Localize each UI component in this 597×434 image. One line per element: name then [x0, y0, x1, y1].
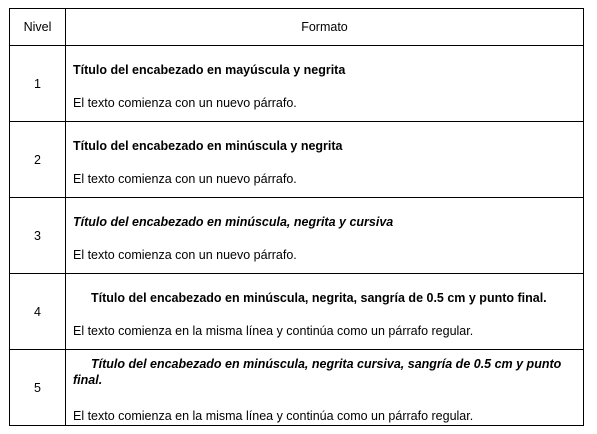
format-cell	[66, 46, 584, 122]
level-number: 4	[10, 274, 66, 350]
table-row	[10, 198, 584, 274]
format-cell	[66, 350, 584, 426]
level-number: 1	[10, 46, 66, 122]
table-row	[10, 122, 584, 198]
format-cell	[66, 198, 584, 274]
header-row	[10, 9, 584, 46]
body-text-example: El texto comienza con un nuevo párrafo.	[73, 96, 297, 110]
level-number: 5	[10, 350, 66, 426]
body-text-example: El texto comienza con un nuevo párrafo.	[73, 248, 297, 262]
heading-example: Título del encabezado en minúscula, negrita, sangría de 0.5 cm y punto final.	[91, 291, 547, 305]
header-format: Formato	[66, 9, 584, 46]
heading-example: Título del encabezado en minúscula, negrita cursiva, sangría de 0.5 cm y punto final.	[73, 357, 562, 387]
heading-example: Título del encabezado en minúscula, negrita y cursiva	[73, 215, 394, 229]
table-row	[10, 350, 584, 426]
level-number: 3	[10, 198, 66, 274]
heading-example: Título del encabezado en minúscula y negrita	[73, 139, 343, 153]
table-row	[10, 46, 584, 122]
header-level: Nivel	[10, 9, 66, 46]
format-cell	[66, 274, 584, 350]
heading-example: Título del encabezado en mayúscula y negrita	[73, 63, 346, 77]
body-text-example: El texto comienza con un nuevo párrafo.	[73, 172, 297, 186]
table-row	[10, 274, 584, 350]
body-text-example: El texto comienza en la misma línea y continúa como un párrafo regular.	[73, 409, 474, 423]
level-number: 2	[10, 122, 66, 198]
format-cell	[66, 122, 584, 198]
body-text-example: El texto comienza en la misma línea y continúa como un párrafo regular.	[73, 324, 474, 338]
heading-levels-table	[9, 8, 584, 426]
